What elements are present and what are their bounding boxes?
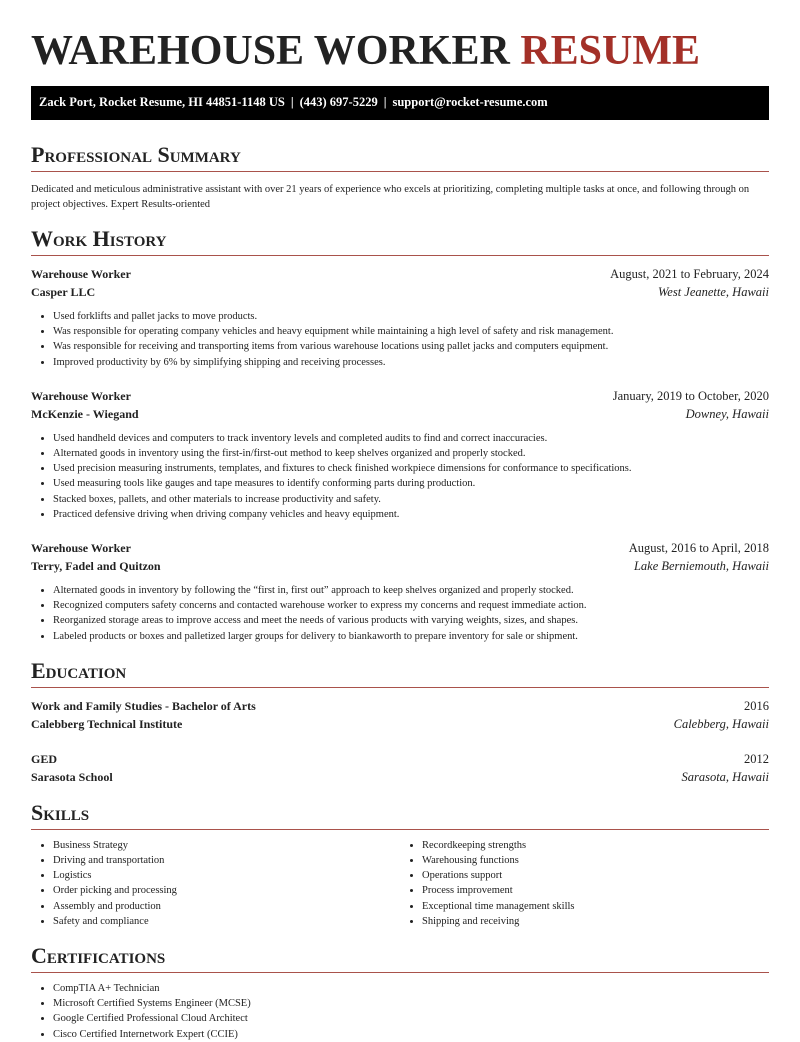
education-degree-row [31,750,769,768]
education-year: 2012 [744,751,769,766]
skill-item: • Assembly and production [53,899,400,914]
contact-separator: | [290,95,294,109]
education-degree-row [31,697,769,715]
skill-item: • Logistics [53,868,400,883]
skill-item: • Operations support [422,868,769,883]
skill-item: • Business Strategy [53,838,400,853]
job-company: Terry, Fadel and Quitzon [31,559,161,574]
job-title: Warehouse Worker [31,267,131,281]
certifications-heading: Certifications [31,943,769,973]
job-duty: • Alternated goods in inventory using the first-in/first-out method to keep shelves organized and properly stocked. [53,446,769,461]
skill-item: • Recordkeeping strengths [422,838,769,853]
education-location: Calebberg, Hawaii [673,716,769,731]
job-duty: • Reorganized storage areas to improve access and meet the needs of various products with varying weights, sizes, and shapes. [53,613,769,628]
job-entry [31,387,769,522]
education-section [31,658,769,786]
job-duty: • Alternated goods in inventory by following the “first in, first out” approach to keep shelves organized and properly stocked. [53,583,769,598]
skill-item: • Warehousing functions [422,853,769,868]
job-duty: • Recognized computers safety concerns and contacted warehouse worker to express my concerns and request immediate action. [53,598,769,613]
job-duty: • Labeled products or boxes and palletized larger groups for delivery to biankaworth to prepare inventory for sale or shipment. [53,629,769,644]
education-degree: Work and Family Studies - Bachelor of Arts [31,698,256,713]
job-duty: • Used forklifts and pallet jacks to move products. [53,309,769,324]
certification-item: • Google Certified Professional Cloud Architect [53,1011,769,1026]
contact-bar [31,86,769,120]
job-company: McKenzie - Wiegand [31,406,139,421]
summary-text: Dedicated and meticulous administrative assistant with over 21 years of experience who excels at prioritizing, completing multiple tasks at once, and following through on project objectives. Expert Results-oriented [31,184,750,210]
education-school: Sarasota School [31,769,113,784]
skill-item: • Process improvement [422,883,769,898]
contact-separator: | [383,95,387,109]
job-title: Warehouse Worker [31,388,131,403]
work-history-heading: Work History [31,226,769,256]
job-entry [31,265,769,370]
job-duty: • Practiced defensive driving when driving company vehicles and heavy equipment. [53,507,769,522]
job-company-row [31,283,769,301]
job-duties-list [31,583,769,644]
job-dates: August, 2016 to April, 2018 [628,541,769,556]
education-entry [31,750,769,786]
job-duty: • Stacked boxes, pallets, and other materials to increase productivity and safety. [53,492,769,507]
skills-heading: Skills [31,800,769,830]
job-company-row [31,557,769,575]
skills-section [31,800,769,929]
job-duty: • Was responsible for receiving and transporting items from various warehouse locations using pallet jacks and computers equipment. [53,339,769,354]
skill-item: • Shipping and receiving [422,914,769,929]
education-location: Sarasota, Hawaii [681,769,769,784]
title-accent: RESUME [520,28,701,74]
certification-item: • CompTIA A+ Technician [53,981,769,996]
job-dates: August, 2021 to February, 2024 [610,267,769,281]
job-location: Downey, Hawaii [685,406,769,421]
job-company: Casper LLC [31,285,96,299]
education-degree: GED [31,751,58,766]
certification-item: • Microsoft Certified Systems Engineer (MCSE) [53,996,769,1011]
summary-section [31,142,769,212]
certifications-section [31,943,769,1042]
job-header-row [31,387,769,405]
job-duty: • Used handheld devices and computers to track inventory levels and completed audits to find and correct inaccuracies. [53,431,769,446]
education-school: Calebberg Technical Institute [31,716,183,731]
certifications-list [31,981,769,1042]
job-header-row [31,265,769,283]
job-duties-list [31,309,769,370]
skill-item: • Order picking and processing [53,883,400,898]
contact-phone[interactable]: (443) 697-5229 [299,95,378,109]
skills-list-left [31,838,400,929]
summary-heading: Professional Summary [31,142,769,172]
job-duties-list [31,431,769,522]
skill-item: • Safety and compliance [53,914,400,929]
skill-item: • Exceptional time management skills [422,899,769,914]
job-company-row [31,405,769,423]
job-header-row [31,539,769,557]
job-location: West Jeanette, Hawaii [658,285,769,299]
work-history-section [31,226,769,644]
job-duty: • Was responsible for operating company vehicles and heavy equipment while maintaining a high level of safety and risk management. [53,324,769,339]
job-duty: • Improved productivity by 6% by simplifying shipping and receiving processes. [53,355,769,370]
job-duty: • Used measuring tools like gauges and tape measures to identify conforming parts during production. [53,476,769,491]
skill-item: • Driving and transportation [53,853,400,868]
job-entry [31,539,769,644]
resume-title [31,0,769,86]
education-heading: Education [31,658,769,688]
education-school-row [31,715,769,733]
certification-item: • Cisco Certified Internetwork Expert (CCIE) [53,1027,769,1042]
job-title: Warehouse Worker [31,541,131,556]
skills-list-right [400,838,769,929]
job-dates: January, 2019 to October, 2020 [612,388,769,403]
job-location: Lake Berniemouth, Hawaii [633,559,769,574]
contact-address: Zack Port, Rocket Resume, HI 44851-1148 US [39,95,285,109]
contact-email[interactable]: support@rocket-resume.com [392,95,548,109]
skills-columns [31,838,769,929]
education-year: 2016 [744,698,769,713]
title-main: WAREHOUSE WORKER [31,28,510,74]
job-duty: • Used precision measuring instruments, templates, and fixtures to check finished workpiece dimensions for conformance to specifications. [53,461,769,476]
education-entry [31,697,769,733]
education-school-row [31,768,769,786]
